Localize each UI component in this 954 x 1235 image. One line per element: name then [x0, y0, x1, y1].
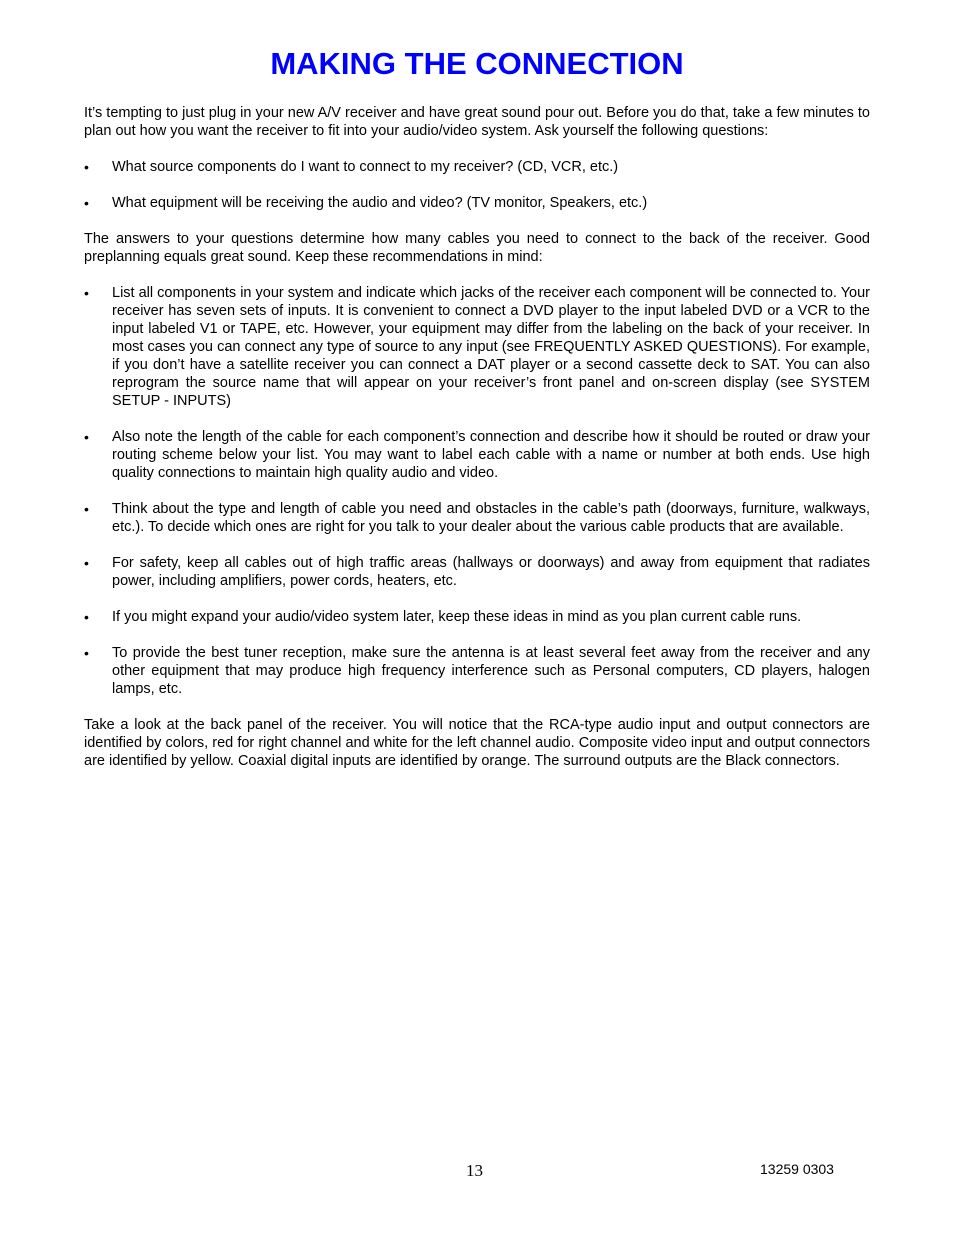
document-body: [84, 104, 870, 788]
recommendation-text: If you might expand your audio/video system later, keep these ideas in mind as you plan current cable runs.: [112, 609, 802, 625]
list-item: [84, 284, 870, 410]
intro-paragraph: It’s tempting to just plug in your new A/V receiver and have great sound pour out. Before you do that, take a few minutes to plan out how you want the receiver to fit into your audio/video system. Ask yourself the following questions:: [84, 105, 870, 139]
bullet-icon: •: [84, 285, 89, 301]
list-item: [84, 608, 870, 626]
document-code: 13259 0303: [760, 1161, 834, 1177]
list-item: [84, 644, 870, 698]
question-text: What equipment will be receiving the audio and video? (TV monitor, Speakers, etc.): [112, 195, 648, 211]
recommendation-text: Think about the type and length of cable you need and obstacles in the cable’s path (doorways, furniture, walkways, etc.). To decide which ones are right for you talk to your dealer about the various cable products that are available.: [112, 501, 870, 535]
list-item: [84, 158, 870, 176]
bullet-icon: •: [84, 429, 89, 445]
list-item: [84, 428, 870, 482]
questions-list: [84, 158, 870, 212]
page-title: MAKING THE CONNECTION: [270, 46, 684, 81]
bullet-icon: •: [84, 501, 89, 517]
recommendation-text: To provide the best tuner reception, make sure the antenna is at least several feet away from the receiver and any other equipment that may produce high frequency interference such as Personal computers, CD players, halogen lamps, etc.: [112, 645, 870, 697]
answers-paragraph: The answers to your questions determine how many cables you need to connect to the back of the receiver. Good preplanning equals great sound. Keep these recommendations in mind:: [84, 231, 870, 265]
closing-paragraph: Take a look at the back panel of the receiver. You will notice that the RCA-type audio input and output connectors are identified by colors, red for right channel and white for the left channel audio. Composite video input and output connectors are identified by yellow. Coaxial digital inputs are identified by orange. The surround outputs are the Black connectors.: [84, 717, 870, 769]
recommendation-text: Also note the length of the cable for each component’s connection and describe how it should be routed or draw your routing scheme below your list. You may want to label each cable with a name or number at both ends. Use high quality connections to maintain high quality audio and video.: [112, 429, 870, 481]
recommendations-list: [84, 284, 870, 698]
list-item: [84, 194, 870, 212]
recommendation-text: List all components in your system and indicate which jacks of the receiver each component will be connected to. Your receiver has seven sets of inputs. It is convenient to connect a DVD player to the input labeled DVD or a VCR to the input labeled V1 or TAPE, etc. However, your equipment may differ from the labeling on the back of your receiver. In most cases you can connect any type of source to any input (see FREQUENTLY ASKED QUESTIONS). For example, if you don’t have a satellite receiver you can connect a DAT player or a second cassette deck to SAT. You can also reprogram the source name that will appear on your receiver’s front panel and on-screen display (see SYSTEM SETUP - INPUTS): [112, 285, 870, 409]
question-text: What source components do I want to connect to my receiver? (CD, VCR, etc.): [112, 159, 619, 175]
list-item: [84, 554, 870, 590]
bullet-icon: •: [84, 555, 89, 571]
page-number: 13: [466, 1161, 483, 1180]
bullet-icon: •: [84, 159, 89, 175]
bullet-icon: •: [84, 609, 89, 625]
recommendation-text: For safety, keep all cables out of high traffic areas (hallways or doorways) and away from equipment that radiates power, including amplifiers, power cords, heaters, etc.: [112, 555, 870, 589]
bullet-icon: •: [84, 645, 89, 661]
bullet-icon: •: [84, 195, 89, 211]
list-item: [84, 500, 870, 536]
